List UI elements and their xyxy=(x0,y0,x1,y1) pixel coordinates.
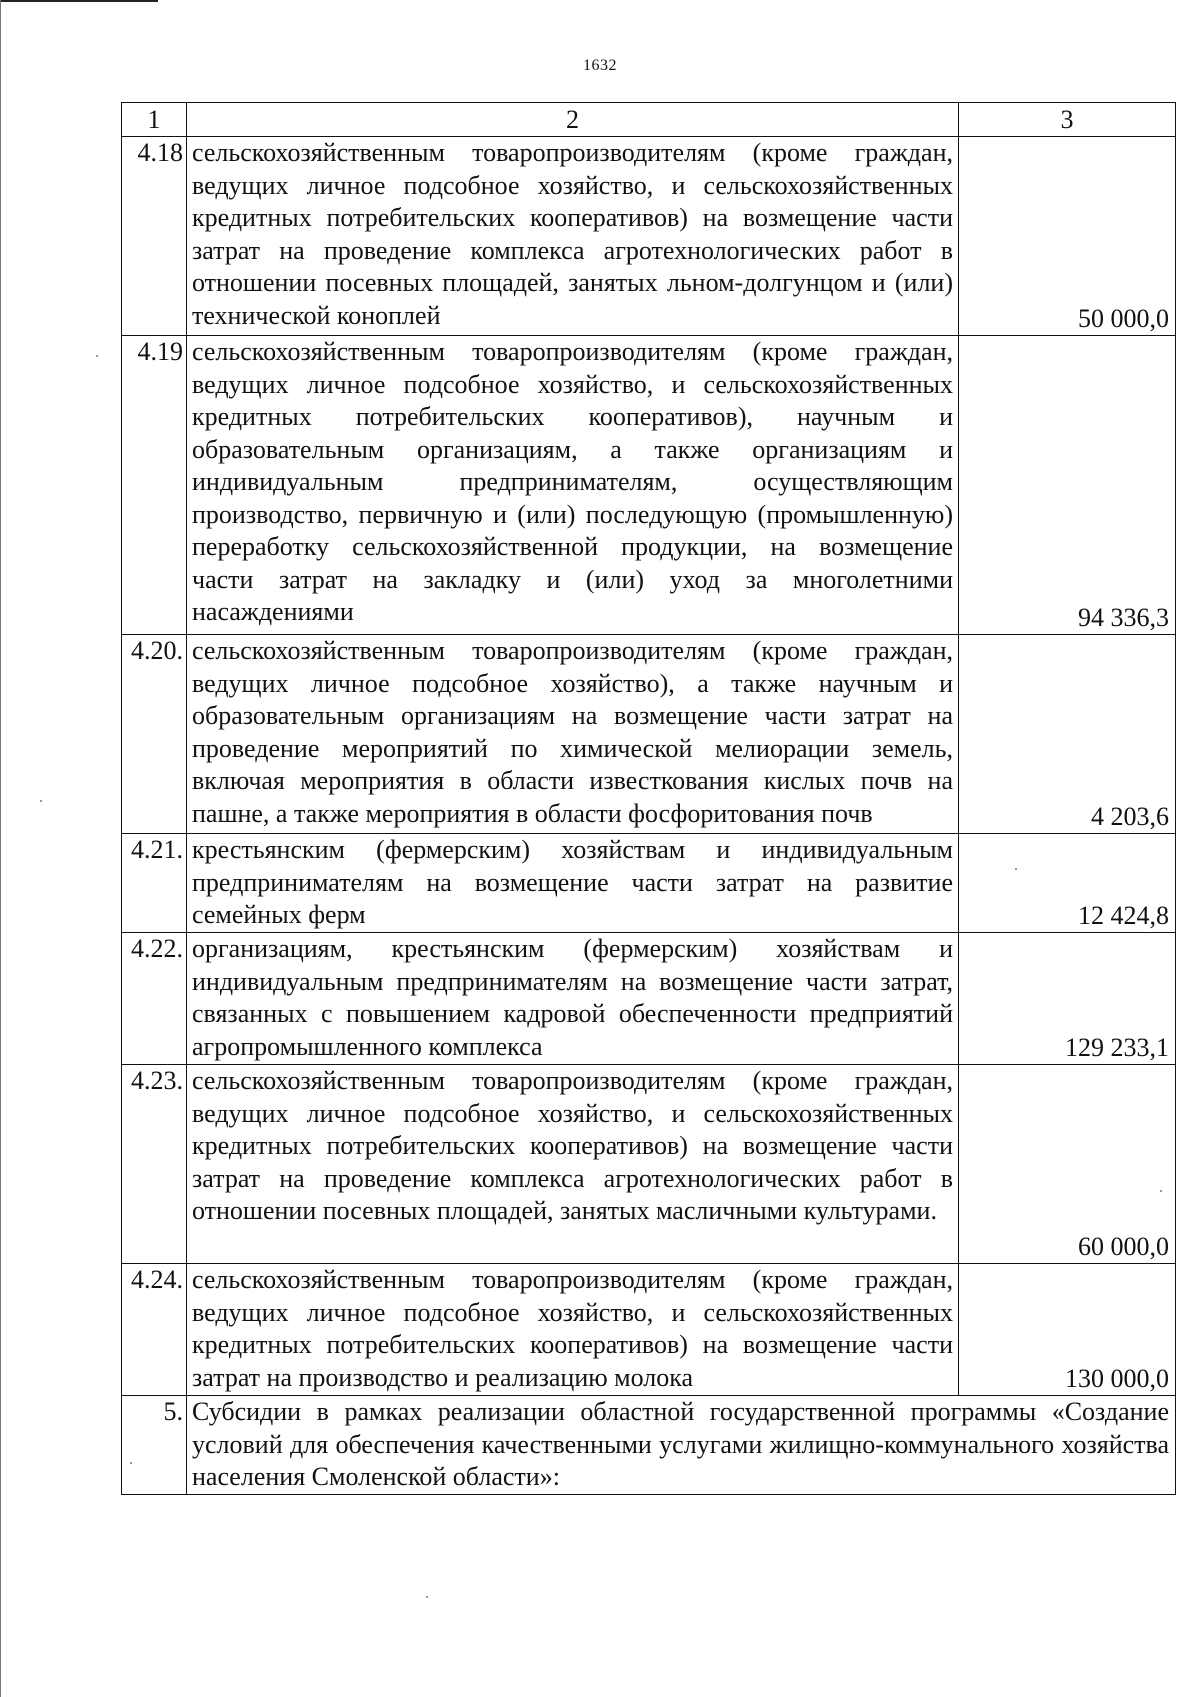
row-text: сельскохозяйственным товаропроизводителям (кроме граждан, ведущих личное подсобное хозяйство), а также научным и образовательным организациям на возмещение части затрат на проведение мероприятий по химической мелиорации земель, включая мероприятия в области известкования кислых почв на пашне, а также мероприятия в области фосфоритования почв xyxy=(187,635,959,834)
table-row xyxy=(122,137,1176,336)
scan-speck xyxy=(96,355,98,357)
table-row xyxy=(122,834,1176,933)
row-number: 4.18 xyxy=(122,137,187,336)
scan-edge-left xyxy=(0,0,1,1697)
table-row xyxy=(122,933,1176,1065)
row-amount: 94 336,3 xyxy=(959,336,1176,635)
section-text: Субсидии в рамках реализации областной государственной программы «Создание условий для обеспечения качественными услугами жилищно-коммунального хозяйства населения Смоленской области»: xyxy=(187,1396,1176,1495)
scan-edge-top xyxy=(0,0,158,2)
row-number: 4.22. xyxy=(122,933,187,1065)
row-number: 4.24. xyxy=(122,1264,187,1396)
row-text: организациям, крестьянским (фермерским) хозяйствам и индивидуальным предпринимателям на возмещение части затрат, связанных с повышением кадровой обеспеченности предприятий агропромышленного комплекса xyxy=(187,933,959,1065)
header-col-1: 1 xyxy=(122,103,187,137)
row-amount: 4 203,6 xyxy=(959,635,1176,834)
row-text: сельскохозяйственным товаропроизводителям (кроме граждан, ведущих личное подсобное хозяйство, и сельскохозяйственных кредитных потребительских кооперативов), научным и образовательным организациям, а также организациям и индивидуальным предпринимателям, осуществляющим производство, первичную и (или) последующую (промышленную) переработку сельскохозяйственной продукции, на возмещение части затрат на закладку и (или) уход за многолетними насаждениями xyxy=(187,336,959,635)
scan-speck xyxy=(40,800,42,802)
section-number: 5. xyxy=(122,1396,187,1495)
row-amount: 12 424,8 xyxy=(959,834,1176,933)
table-row xyxy=(122,635,1176,834)
row-text: сельскохозяйственным товаропроизводителям (кроме граждан, ведущих личное подсобное хозяйство, и сельскохозяйственных кредитных потребительских кооперативов) на возмещение части затрат на производство и реализацию молока xyxy=(187,1264,959,1396)
row-amount: 50 000,0 xyxy=(959,137,1176,336)
row-amount: 129 233,1 xyxy=(959,933,1176,1065)
row-number: 4.23. xyxy=(122,1065,187,1264)
table-header-row xyxy=(122,103,1176,137)
row-number: 4.20. xyxy=(122,635,187,834)
scan-speck xyxy=(426,1596,428,1598)
page-number: 1632 xyxy=(583,57,617,74)
table-row xyxy=(122,336,1176,635)
table-row xyxy=(122,1264,1176,1396)
header-col-3: 3 xyxy=(959,103,1176,137)
row-number: 4.19 xyxy=(122,336,187,635)
row-text: сельскохозяйственным товаропроизводителям (кроме граждан, ведущих личное подсобное хозяйство, и сельскохозяйственных кредитных потребительских кооперативов) на возмещение части затрат на проведение комплекса агротехнологических работ в отношении посевных площадей, занятых льном-долгунцом и (или) технической коноплей xyxy=(187,137,959,336)
section-row xyxy=(122,1396,1176,1495)
header-col-2: 2 xyxy=(187,103,959,137)
row-text: сельскохозяйственным товаропроизводителям (кроме граждан, ведущих личное подсобное хозяйство, и сельскохозяйственных кредитных потребительских кооперативов) на возмещение части затрат на проведение комплекса агротехнологических работ в отношении посевных площадей, занятых масличными культурами. xyxy=(187,1065,959,1264)
row-text: крестьянским (фермерским) хозяйствам и индивидуальным предпринимателям на возмещение части затрат на развитие семейных ферм xyxy=(187,834,959,933)
table-row xyxy=(122,1065,1176,1264)
row-amount: 60 000,0 xyxy=(959,1065,1176,1264)
row-number: 4.21. xyxy=(122,834,187,933)
row-amount: 130 000,0 xyxy=(959,1264,1176,1396)
subsidy-table xyxy=(121,102,1176,1495)
